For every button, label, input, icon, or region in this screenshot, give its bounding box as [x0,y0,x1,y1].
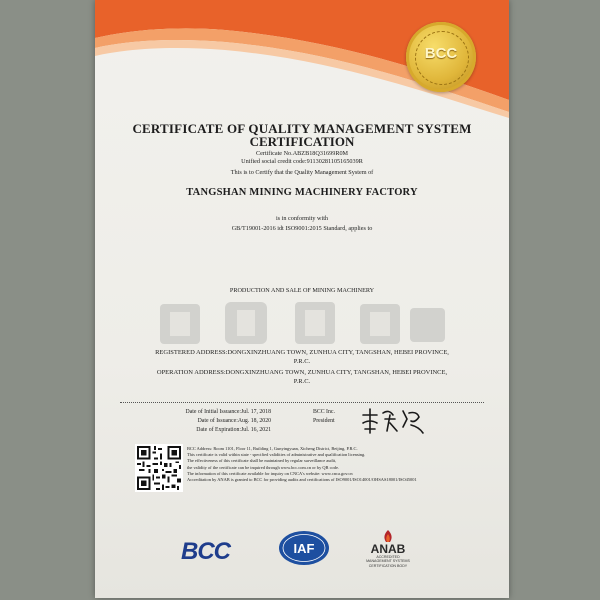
anab-logo-subtext [363,555,413,568]
anab-logo-text: ANAB [370,542,406,556]
anab-accreditation-note: Accreditation by ANAB is granted to BCC for providing audits and certifications of ISO9001/ISO14001/OHSAS18001/ISO45001 [187,477,417,483]
registered-address-line2: P.R.C. [293,358,311,365]
registered-address [115,348,489,366]
anab-sub-accredited: ACCREDITED [376,555,400,559]
seal-label: BCC [424,45,458,62]
certificate-frame [95,0,509,598]
issuer-block [313,408,335,426]
operation-address-line2: P.R.C. [293,378,311,385]
certification-scope: PRODUCTION AND SALE OF MINING MACHINERY [229,287,375,294]
certificate-dates [151,408,271,435]
certificate-title-line1: CERTIFICATE OF QUALITY MANAGEMENT SYSTEM [132,121,472,136]
inquiry-note: the validity of the certificate can be inquired through www.bcc.com.cn or by QR code. [187,464,339,470]
bcc-address-note: BCC Address: Room 1101, Floor 11, Building 1, Gunyingyuan, Xicheng District, Beijing, P.R.C. [187,446,358,451]
conformity-text: is in conformity with [275,215,329,222]
expiration-date: Date of Expiration:Jul. 16, 2021 [196,427,271,433]
certificate-number: Certificate No.ABZB18Q31699R0M [255,150,349,157]
anab-flame-icon [380,530,396,542]
issuer-role: President [313,418,335,424]
president-signature [357,405,427,439]
certificate-info-notes [187,446,487,483]
iaf-logo-text: IAF [293,541,315,556]
standard-text: GB/T19001-2016 idt ISO9001:2015 Standard, applies to [231,225,373,232]
issuer-name: BCC Inc. [313,409,335,415]
surveillance-note: The effectiveness of this certificate shall be maintained by regular surveillance audit, [187,458,337,464]
anab-sub-body: CERTIFICATION BODY [368,563,408,568]
certificate-title-line2: CERTIFICATION [249,134,355,149]
watermark-graphic [155,298,455,346]
validity-note: This certificate is valid within state - specified validities of administrative and qualification licensing. [187,452,366,458]
company-name: TANGSHAN MINING MACHINERY FACTORY [186,187,418,198]
bcc-gold-seal [406,22,476,92]
anab-logo [363,530,413,570]
anab-sub-management: MANAGEMENT SYSTEMS [366,559,410,564]
cnca-note: The information of this certificate available for inquiry on CNCA's website: www.cnca.gov.cn [187,470,353,476]
iaf-logo [278,530,330,566]
operation-address-line1: OPERATION ADDRESS:DONGXINZHUANG TOWN, ZUNHUA CITY, TANGSHAN, HEBEI PROVINCE, [156,369,448,376]
dotted-divider [120,402,484,403]
operation-address [115,368,489,386]
initial-issuance-date: Date of Initial Issuance:Jul. 17, 2018 [185,409,271,415]
bcc-logo: BCC [181,538,230,565]
registered-address-line1: REGISTERED ADDRESS:DONGXINZHUANG TOWN, ZUNHUA CITY, TANGSHAN, HEBEI PROVINCE, [155,349,449,356]
verification-qr-code[interactable] [135,444,183,492]
credit-code: Unified social credit code:91130281105165039R [241,158,363,165]
issuance-date: Date of Issuance:Aug. 18, 2020 [197,418,271,424]
certify-statement: This is to Certify that the Quality Management System of [230,169,374,176]
